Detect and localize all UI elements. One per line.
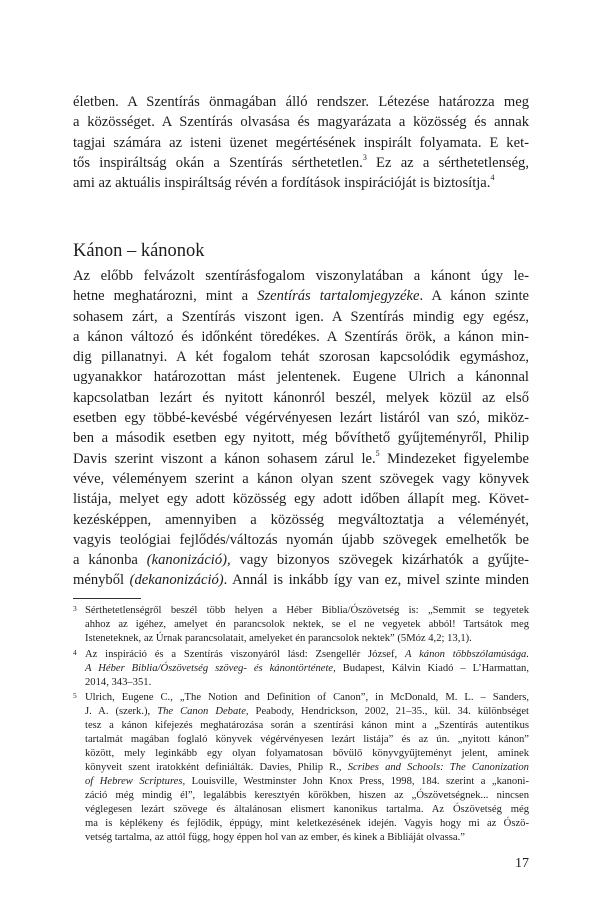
footnote-line [85, 705, 529, 719]
text-line [73, 173, 529, 193]
footnote-line [85, 761, 529, 775]
text-span: ami az aktuális inspiráltság révén a fordítások inspirációját is biztosítja. [73, 175, 491, 192]
footnote-line: ma is képlékeny és fejlődik, éppúgy, mint keletkezésének idején. Vagyis hogy mi az Ószö- [85, 817, 529, 829]
text-span: Ez az a sérthetetlenség, [366, 154, 529, 171]
footnote-line: tartalmát magában foglaló könyvek végérvényesen lezárt listája” és az ún. „nyitott kánon” [85, 734, 529, 746]
footnote-number: 3 [73, 604, 77, 613]
text-span: Louisville, Westminster John Knox Press, 1998, 184. szerint a „kanoni- [185, 775, 529, 787]
footnote-line [85, 662, 529, 676]
footnote-line [85, 775, 529, 789]
footnote-number: 4 [73, 647, 77, 657]
footnote-line: záció még mindig él”, legalábbis keresztyén körökben, hiszen az „Ószövetségnek... nincsen [85, 789, 529, 801]
text-span: J. A. (szerk.), [85, 706, 158, 718]
italic-title: A Héber Biblia/Ószövetség szöveg- és kánontörténete, [85, 662, 336, 674]
text-line: sohasem zárt, a Szentírás viszont igen. A Szentírás mindig egy egész, [73, 308, 529, 325]
footnote-3 [73, 604, 529, 646]
italic-title: The Canon Debate, [157, 706, 249, 718]
text-line [73, 550, 529, 570]
footnote-line: véglegesen lezárt szövege és általánosan elismert kanonikus tartalma. Az Ószövetség még [85, 803, 529, 815]
text-line: a kánon változó és időnként töredékes. A Szentírás örök, a kánon min- [73, 328, 529, 345]
text-span: Az inspiráció és a Szentírás viszonyáról lásd: Zsengellér József, [85, 648, 405, 660]
footnote-line: ahhoz az igéhez, amelyet én parancsolok nektek, se el ne vegyetek abból! Tartsátok meg [85, 618, 529, 630]
text-span: a kánonba [73, 552, 147, 569]
footnote-4 [73, 648, 529, 690]
footnote-line: Isteneteknek, az Úrnak parancsolatait, amelyeket én parancsolok nektek” (5Móz 4,2; 13,1). [85, 632, 472, 644]
footnote-ref-4[interactable]: 4 [490, 173, 495, 183]
text-span: Peabody, Hendrickson, 2002, 21–35., kül. 34. különbséget [248, 706, 529, 718]
text-line: vagyis teológiai fejlődés/változás nyomán újabb szövegek emelhetők be [73, 531, 529, 548]
footnote-number: 5 [73, 691, 77, 701]
footnote-line: vetség tartalma, az attól függ, hogy éppen hol van az ember, és kinek a Bibliáját olvassa.” [85, 831, 465, 843]
text-span: Davis szerint viszont a kánon sohasem zárul le. [73, 450, 376, 467]
text-line: Az előbb felvázolt szentírásfogalom viszonylatában a kánont úgy le- [73, 268, 529, 284]
paragraph-intro [73, 92, 529, 193]
text-line: tagjai számára az isteni üzenet megértésének inspirált folyamata. E ket- [73, 134, 529, 151]
footnote-line: tesz a kánon kifejezés meghatározása során a szentírási kánon mint a „Szentírás autentikus [85, 720, 529, 732]
italic-term: (kanonizáció), [146, 552, 231, 569]
italic-title: of Hebrew Scriptures, [85, 775, 186, 787]
text-span: hetne meghatározni, mint a [73, 288, 258, 305]
text-line [73, 570, 529, 590]
text-span: könyveit szent iratokként definiálták. Davies, Philip R., [85, 761, 348, 773]
text-span: . Annál is inkább így van ez, mivel szinte minden [223, 572, 529, 589]
text-line: kapcsolatban lezárt és nyitott kánonról beszél, melyek közül az első [73, 389, 529, 406]
footnote-ref-3[interactable]: 3 [362, 153, 367, 163]
text-line: ugyanakkor határozottan mást jelentenek. Eugene Ulrich a kánonnal [73, 369, 529, 386]
page-number: 17 [515, 856, 529, 871]
italic-title: Scribes and Schools: The Canonization [347, 761, 529, 773]
text-line [73, 449, 529, 469]
italic-title: A kánon többszólamúsága. [404, 648, 529, 660]
text-line: a közösséget. A Szentírás olvasása és magyarázata a közösség és annak [73, 114, 529, 131]
text-span: ményből [73, 572, 130, 589]
text-span: . A kánon szinte [419, 288, 529, 305]
text-span: vagy bizonyos szövegek kizárhatók a gyűjte- [230, 552, 529, 569]
text-line [73, 286, 529, 306]
text-line: életben. A Szentírás önmagában álló rendszer. Létezése határozza meg [73, 94, 529, 110]
section-heading: Kánon – kánonok [73, 241, 205, 262]
text-span: tős inspiráltság okán a Szentírás sérthetetlen. [73, 154, 363, 171]
paragraph-canon [73, 266, 529, 591]
footnote-5 [73, 691, 529, 844]
footnote-ref-5[interactable]: 5 [375, 448, 380, 458]
footnotes [73, 604, 529, 846]
footnote-line: 2014, 343–351. [85, 676, 152, 688]
footnote-line: között, mely leginkább egy olyan folyamatosan bővülő könyvgyűjteményt jelent, aminek [85, 748, 529, 760]
text-line: listája, melyet egy adott közösség egy adott időben állapít meg. Követ- [73, 491, 529, 508]
text-line: esetben egy többé-kevésbé végérvényesen lezárt listáról van szó, miköz- [73, 410, 529, 427]
footnote-line [85, 648, 529, 662]
text-span: Budapest, Kálvin Kiadó – L’Harmattan, [335, 662, 529, 674]
text-line: kezésképpen, amennyiben a közösség megváltoztatja a véleményét, [73, 511, 529, 528]
text-line [73, 153, 529, 173]
text-line: dig pillanatnyi. A két fogalom tehát szorosan kapcsolódik egymáshoz, [73, 349, 529, 366]
italic-term: Szentírás tartalomjegyzéke [257, 288, 420, 305]
text-line: véve, véleményem szerint a kánon olyan szent szövegek vagy könyvek [73, 470, 529, 487]
footnote-line: Sérthetetlenségről beszél több helyen a Héber Biblia/Ószövetség is: „Semmit se tegyetek [85, 605, 529, 616]
text-line: ben a második esetben egy nyitott, még bővíthető gyűjteményről, Philip [73, 430, 529, 447]
footnote-line: Ulrich, Eugene C., „The Notion and Definition of Canon”, in McDonald, M. L. – Sanders, [85, 692, 529, 704]
footnote-divider [73, 598, 141, 599]
italic-term: (dekanonizáció) [129, 572, 224, 589]
text-span: Mindezeket figyelembe [379, 450, 530, 467]
